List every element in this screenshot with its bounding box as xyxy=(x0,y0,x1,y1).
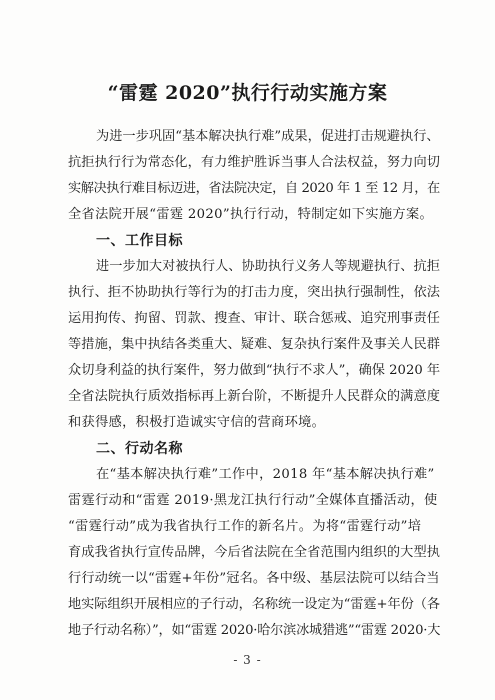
paragraph-3-line-6: 地实际组织开展相应的子行动，名称统一设定为“雷霆+年份（各 xyxy=(68,597,441,612)
section-heading-name: 二、行动名称 xyxy=(96,441,183,457)
paragraph-2-line-3: 运用拘传、拘留、罚款、搜查、审计、联合惩戒、追究刑事责任 xyxy=(68,311,441,326)
paragraph-3-line-1: 在“基本解决执行难”工作中，2018 年“基本解决执行难” xyxy=(96,467,435,482)
paragraph-3-line-7: 地子行动名称）”，如“雷霆 2020·哈尔滨冰城猎逃”“雷霆 2020·大 xyxy=(68,623,441,638)
paragraph-2-line-4: 等措施，集中执结各类重大、疑难、复杂执行案件及事关人民群 xyxy=(68,337,441,352)
paragraph-2-line-1: 进一步加大对被执行人、协助执行义务人等规避执行、抗拒 xyxy=(96,259,440,274)
paragraph-1-line-2: 抗拒执行行为常态化，有力维护胜诉当事人合法权益，努力向切 xyxy=(68,155,441,170)
paragraph-1-line-3: 实解决执行难目标迈进，省法院决定，自 2020 年 1 至 12 月，在 xyxy=(68,181,440,196)
paragraph-2-line-5: 众切身利益的执行案件，努力做到“执行不求人”，确保 2020 年 xyxy=(68,363,441,378)
paragraph-2-line-7: 和获得感，积极打造诚实守信的营商环境。 xyxy=(68,415,326,430)
paragraph-1-line-4: 全省法院开展“雷霆 2020”执行行动，特制定如下实施方案。 xyxy=(68,207,434,222)
paragraph-3-line-4: 育成我省执行宣传品牌，今后省法院在全省范围内组织的大型执 xyxy=(68,545,441,560)
page-number: - 3 - xyxy=(233,653,262,667)
paragraph-2-line-2: 执行、拒不协助执行等行为的打击力度，突出执行强制性，依法 xyxy=(68,285,441,300)
document-title: “雷霆 2020”执行行动实施方案 xyxy=(107,82,388,104)
section-heading-goals: 一、工作目标 xyxy=(96,233,183,249)
paragraph-1-line-1: 为进一步巩固“基本解决执行难”成果，促进打击规避执行、 xyxy=(96,129,440,144)
paragraph-2-line-6: 全省法院执行质效指标再上新台阶，不断提升人民群众的满意度 xyxy=(68,389,441,404)
paragraph-3-line-2: 雷霆行动和“雷霆 2019·黑龙江执行行动”全媒体直播活动，使 xyxy=(68,493,438,508)
paragraph-3-line-5: 行行动统一以“雷霆+年份”冠名。各中级、基层法院可以结合当 xyxy=(68,571,440,586)
paragraph-3-line-3: “雷霆行动”成为我省执行工作的新名片。为将“雷霆行动”培 xyxy=(68,519,422,534)
